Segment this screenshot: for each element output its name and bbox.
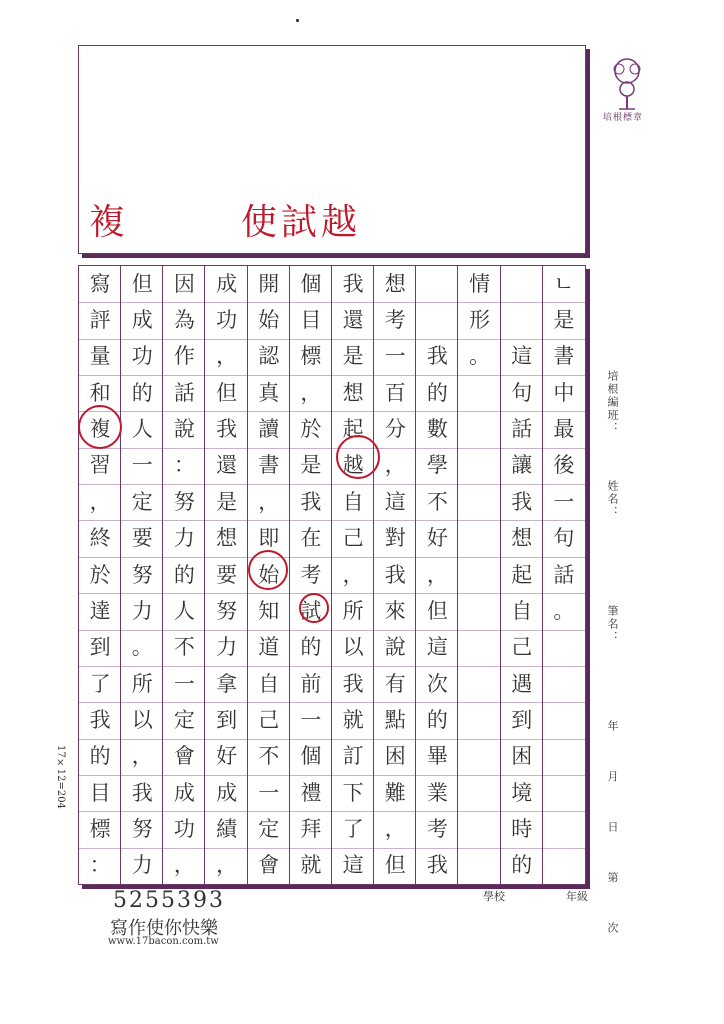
grid-cell: 但 xyxy=(216,380,238,405)
grid-cell xyxy=(507,272,537,297)
grid-cell: 時 xyxy=(511,816,533,841)
grid-cell: 書 xyxy=(258,453,280,478)
grid-cell: 我 xyxy=(426,853,448,878)
grid-cell: 說 xyxy=(173,417,195,442)
grid-cell: ， xyxy=(89,489,111,514)
grid-cell: 考 xyxy=(384,308,406,333)
grid-cell: ， xyxy=(216,344,238,369)
grid-cell: 。 xyxy=(131,635,153,660)
grid-cell: 績 xyxy=(216,816,238,841)
grid-cell: 來 xyxy=(384,598,406,623)
grid-cell: 起 xyxy=(511,562,533,587)
grid-cell: ㄴ xyxy=(553,271,575,296)
grid-cell: 到 xyxy=(89,635,111,660)
grid-cell: 了 xyxy=(89,671,111,696)
grid-cell xyxy=(465,563,495,588)
grid-cell: ： xyxy=(173,453,195,478)
grid-cell: 自 xyxy=(511,598,533,623)
grid-cell: 這 xyxy=(426,635,448,660)
correction-word-1: 複 xyxy=(89,202,130,243)
grid-cell: 是 xyxy=(300,453,322,478)
grid-cell: 人 xyxy=(173,598,195,623)
grid-cell: 所 xyxy=(131,671,153,696)
grid-cell: 目 xyxy=(300,308,322,333)
grid-cell: 力 xyxy=(216,635,238,660)
grid-cell: 最 xyxy=(553,417,575,442)
grid-cell: 評 xyxy=(89,308,111,333)
grid-cell: 訂 xyxy=(342,744,364,769)
grid-cell: ， xyxy=(216,853,238,878)
grid-cell: 了 xyxy=(342,816,364,841)
grid-cell: 中 xyxy=(553,380,575,405)
grid-cell: 但 xyxy=(131,271,153,296)
grid-cell: 我 xyxy=(89,707,111,732)
grid-cell: 定 xyxy=(131,489,153,514)
grid-cell: 以 xyxy=(342,635,364,660)
grid-column xyxy=(459,266,501,884)
grid-cell: 試 xyxy=(300,598,322,623)
grid-cell xyxy=(465,708,495,733)
grid-cell: 形 xyxy=(469,308,491,333)
grid-cell: 個 xyxy=(300,744,322,769)
grid-cell: 始 xyxy=(258,308,280,333)
pen-name-label: 筆名： xyxy=(606,605,619,644)
grid-cell: 力 xyxy=(131,598,153,623)
grid-column xyxy=(290,266,332,884)
grid-cell: 要 xyxy=(216,562,238,587)
grid-cell: 複 xyxy=(89,417,111,442)
grid-column xyxy=(374,266,416,884)
grid-cell: 想 xyxy=(216,526,238,551)
grid-column xyxy=(163,266,205,884)
grid-cell xyxy=(465,526,495,551)
grid-cell: 句 xyxy=(553,526,575,551)
grid-cell: 作 xyxy=(173,344,195,369)
grid-cell: 到 xyxy=(511,707,533,732)
grid-cell xyxy=(422,308,452,333)
grid-cell: 成 xyxy=(173,780,195,805)
grid-cell: 想 xyxy=(342,380,364,405)
grid-cell: 考 xyxy=(300,562,322,587)
grid-cell xyxy=(465,490,495,515)
grid-cell: 我 xyxy=(300,489,322,514)
grid-cell: 但 xyxy=(384,853,406,878)
grid-cell: 量 xyxy=(89,344,111,369)
grid-cell: 越 xyxy=(342,453,364,478)
grid-cell: 會 xyxy=(258,853,280,878)
grid-cell: 是 xyxy=(553,308,575,333)
grid-cell xyxy=(465,417,495,442)
grid-cell: 有 xyxy=(384,671,406,696)
grid-cell: ， xyxy=(384,816,406,841)
date-label: 年 月 日 第 次 xyxy=(606,720,619,951)
grid-column xyxy=(79,266,121,884)
grid-cell: 和 xyxy=(89,380,111,405)
grid-cell: 的 xyxy=(300,635,322,660)
grid-cell xyxy=(422,272,452,297)
grid-cell: 不 xyxy=(173,635,195,660)
grid-cell: 自 xyxy=(342,489,364,514)
grid-cell: 為 xyxy=(173,308,195,333)
grid-cell: 書 xyxy=(553,344,575,369)
grid-column xyxy=(206,266,248,884)
grid-cell: 禮 xyxy=(300,780,322,805)
grid-cell: 後 xyxy=(553,453,575,478)
grid-cell xyxy=(465,635,495,660)
grid-cell: 還 xyxy=(342,308,364,333)
grid-cell: 點 xyxy=(384,707,406,732)
grid-cell: 的 xyxy=(89,744,111,769)
grid-cell: 讓 xyxy=(511,453,533,478)
grid-cell: 我 xyxy=(511,489,533,514)
grid-cell: 力 xyxy=(173,526,195,551)
grid-cell: 話 xyxy=(511,417,533,442)
grid-cell: 想 xyxy=(511,526,533,551)
grid-column xyxy=(121,266,163,884)
grid-cell: 努 xyxy=(131,562,153,587)
grid-cell: 成 xyxy=(216,780,238,805)
grid-cell: ， xyxy=(300,380,322,405)
grid-cell: 百 xyxy=(384,380,406,405)
grid-cell: 的 xyxy=(173,562,195,587)
logo-url: www.17bacon.com.tw xyxy=(108,936,219,947)
logo-number: 5255393 xyxy=(113,888,225,913)
grid-cell: 還 xyxy=(216,453,238,478)
grid-cell: 就 xyxy=(300,853,322,878)
grid-cell: 的 xyxy=(511,853,533,878)
manuscript-grid xyxy=(78,265,586,885)
grid-cell: 句 xyxy=(511,380,533,405)
grid-cell: 認 xyxy=(258,344,280,369)
logo-slogan: 寫作使你快樂 xyxy=(110,918,218,939)
correction-box xyxy=(78,45,586,254)
grid-cell: 知 xyxy=(258,598,280,623)
grade-label: 年級 xyxy=(566,890,588,903)
grid-cell: 拜 xyxy=(300,816,322,841)
grid-cell: 定 xyxy=(258,816,280,841)
grid-cell: 成 xyxy=(216,271,238,296)
grid-cell: 困 xyxy=(384,744,406,769)
grid-cell: 開 xyxy=(258,271,280,296)
grid-cell xyxy=(507,308,537,333)
grid-cell: 起 xyxy=(342,417,364,442)
grid-cell: 在 xyxy=(300,526,322,551)
grid-cell: ， xyxy=(173,853,195,878)
grid-cell: 畢 xyxy=(426,744,448,769)
grid-cell xyxy=(549,635,579,660)
grid-cell: 標 xyxy=(89,816,111,841)
grid-cell: 拿 xyxy=(216,671,238,696)
grid-cell xyxy=(549,708,579,733)
school-label: 學校 xyxy=(483,890,505,903)
grid-cell: 是 xyxy=(216,489,238,514)
grid-cell xyxy=(465,744,495,769)
grid-cell: 一 xyxy=(300,707,322,732)
grid-cell: 一 xyxy=(384,344,406,369)
grid-cell: 功 xyxy=(173,816,195,841)
grid-cell: 分 xyxy=(384,417,406,442)
grid-cell: 情 xyxy=(469,271,491,296)
grid-cell: 但 xyxy=(426,598,448,623)
grid-cell: 的 xyxy=(426,707,448,732)
grid-cell: 。 xyxy=(553,598,575,623)
grid-cell: 前 xyxy=(300,671,322,696)
grid-cell: 努 xyxy=(131,816,153,841)
grid-cell: 下 xyxy=(342,780,364,805)
grid-column xyxy=(501,266,543,884)
grid-column xyxy=(332,266,374,884)
grid-cell: 定 xyxy=(173,707,195,732)
red-circle-mark xyxy=(248,550,288,590)
grid-cell xyxy=(465,453,495,478)
grid-cell: 要 xyxy=(131,526,153,551)
grid-cell: 己 xyxy=(511,635,533,660)
grid-cell: 讀 xyxy=(258,417,280,442)
grid-cell: 目 xyxy=(89,780,111,805)
grid-cell: 我 xyxy=(342,671,364,696)
red-circle-mark xyxy=(336,435,380,479)
stamp-label: 培根標章 xyxy=(603,113,644,123)
grid-cell: 功 xyxy=(131,344,153,369)
grid-cell: 我 xyxy=(384,562,406,587)
grid-cell: 自 xyxy=(258,671,280,696)
grid-cell: 成 xyxy=(131,308,153,333)
red-circle-mark xyxy=(299,593,329,623)
grid-column xyxy=(416,266,458,884)
grid-cell: 是 xyxy=(342,344,364,369)
grid-cell: 一 xyxy=(131,453,153,478)
grid-cell: ， xyxy=(384,453,406,478)
grid-cell: 這 xyxy=(384,489,406,514)
grid-cell: 習 xyxy=(89,453,111,478)
grid-cell: 我 xyxy=(216,417,238,442)
grid-cell: 達 xyxy=(89,598,111,623)
grid-cell: 我 xyxy=(426,344,448,369)
grid-cell: 困 xyxy=(511,744,533,769)
grid-cell: 終 xyxy=(89,526,111,551)
grid-cell xyxy=(549,744,579,769)
grid-cell: 好 xyxy=(426,526,448,551)
red-circle-mark xyxy=(78,405,122,449)
grid-cell: 這 xyxy=(511,344,533,369)
grid-cell: 考 xyxy=(426,816,448,841)
grid-cell: 學 xyxy=(426,453,448,478)
grid-cell: 始 xyxy=(258,562,280,587)
grid-cell: 我 xyxy=(131,780,153,805)
grid-cell: 即 xyxy=(258,526,280,551)
grid-cell: 難 xyxy=(384,780,406,805)
grid-cell: 因 xyxy=(173,271,195,296)
grid-cell: ， xyxy=(131,744,153,769)
grid-cell: 努 xyxy=(216,598,238,623)
grid-cell: 想 xyxy=(384,271,406,296)
grid-cell xyxy=(465,381,495,406)
grid-cell: 以 xyxy=(131,707,153,732)
grid-cell: 道 xyxy=(258,635,280,660)
grid-cell: 的 xyxy=(426,380,448,405)
grid-cell: 所 xyxy=(342,598,364,623)
grid-cell xyxy=(465,599,495,624)
grid-spec: 17×12=204 xyxy=(55,745,66,809)
grid-cell: 一 xyxy=(553,489,575,514)
grid-cell: 真 xyxy=(258,380,280,405)
grid-cell: 說 xyxy=(384,635,406,660)
grid-cell: 個 xyxy=(300,271,322,296)
grid-cell: 於 xyxy=(300,417,322,442)
grid-cell: 業 xyxy=(426,780,448,805)
grid-cell: 話 xyxy=(553,562,575,587)
grid-cell: 話 xyxy=(173,380,195,405)
grid-cell: 就 xyxy=(342,707,364,732)
grid-cell: 遇 xyxy=(511,671,533,696)
grid-cell: 。 xyxy=(469,344,491,369)
grid-cell: ， xyxy=(258,489,280,514)
grid-cell: 不 xyxy=(258,744,280,769)
grid-cell: 對 xyxy=(384,526,406,551)
name-label: 姓名： xyxy=(606,480,619,519)
grid-cell: 境 xyxy=(511,780,533,805)
grid-cell: 己 xyxy=(342,526,364,551)
grid-cell: 己 xyxy=(258,707,280,732)
class-label: 培根編班： xyxy=(606,370,619,435)
grid-cell: 一 xyxy=(258,780,280,805)
grid-cell: 這 xyxy=(342,853,364,878)
grid-cell: 努 xyxy=(173,489,195,514)
grid-cell: 的 xyxy=(131,380,153,405)
grid-cell: 功 xyxy=(216,308,238,333)
grid-cell: 到 xyxy=(216,707,238,732)
grid-cell: 不 xyxy=(426,489,448,514)
grid-column xyxy=(543,266,585,884)
grid-cell: 寫 xyxy=(89,271,111,296)
grid-cell: 我 xyxy=(342,271,364,296)
grid-cell: 於 xyxy=(89,562,111,587)
grid-cell xyxy=(465,672,495,697)
correction-word-2: 使試越 xyxy=(241,202,362,243)
grid-cell: 次 xyxy=(426,671,448,696)
grid-cell: 數 xyxy=(426,417,448,442)
grid-cell: ： xyxy=(89,853,111,878)
grid-cell xyxy=(549,672,579,697)
grid-cell: 人 xyxy=(131,417,153,442)
grid-cell: ， xyxy=(426,562,448,587)
grid-cell: 力 xyxy=(131,853,153,878)
grid-cell: 會 xyxy=(173,744,195,769)
grid-cell: ， xyxy=(342,562,364,587)
grid-cell: 好 xyxy=(216,744,238,769)
grid-cell: 一 xyxy=(173,671,195,696)
grid-cell: 標 xyxy=(300,344,322,369)
